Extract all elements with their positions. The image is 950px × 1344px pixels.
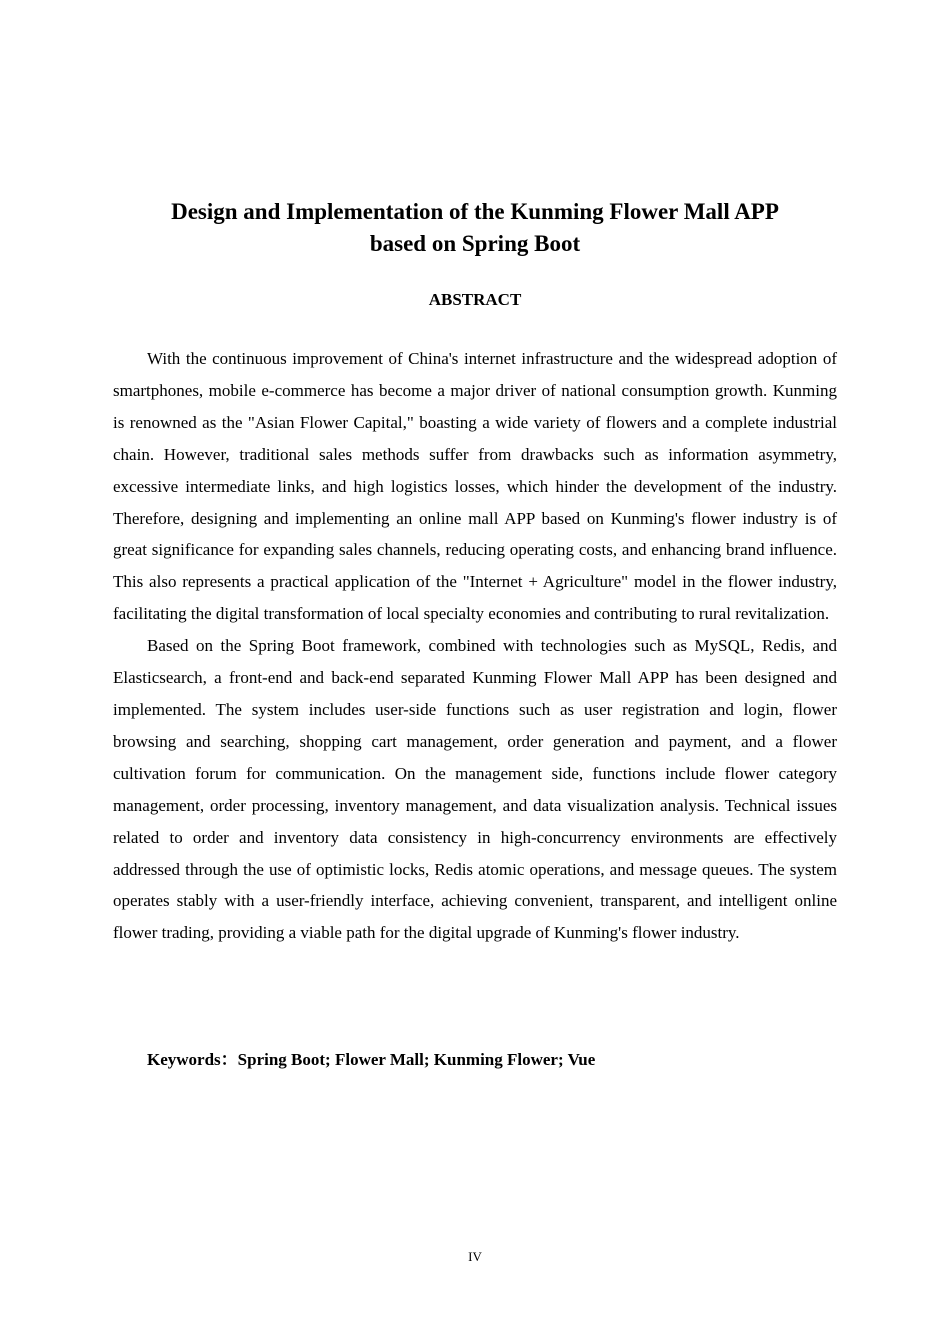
abstract-paragraph-1: With the continuous improvement of China's internet infrastructure and the widespread adoption of smartphones, mobile e-commerce has become a major driver of national consumption growth. Kunming is renowned as the "Asian Flower Capital," boasting a wide variety of flowers and a complete industrial chain. However, traditional sales methods suffer from drawbacks such as information asymmetry, excessive intermediate links, and high logistics losses, which hinder the development of the industry. Therefore, designing and implementing an online mall APP based on Kunming's flower industry is of great significance for expanding sales channels, reducing operating costs, and enhancing brand influence. This also represents a practical application of the "Internet + Agriculture" model in the flower industry, facilitating the digital transformation of local specialty economies and contributing to rural revitalization. <box>113 349 837 624</box>
abstract-paragraph-2: Based on the Spring Boot framework, combined with technologies such as MySQL, Redis, and Elasticsearch, a front-end and back-end separated Kunming Flower Mall APP has been designed and implemented. The system includes user-side functions such as user registration and login, flower browsing and searching, shopping cart management, order generation and payment, and a flower cultivation forum for communication. On the management side, functions include flower category management, order processing, inventory management, and data visualization analysis. Technical issues related to order and inventory data consistency in high-concurrency environments are effectively addressed through the use of optimistic locks, Redis atomic operations, and message queues. The system operates stably with a user-friendly interface, achieving convenient, transparent, and intelligent online flower trading, providing a viable path for the digital upgrade of Kunming's flower industry. <box>113 636 837 943</box>
abstract-body <box>113 343 837 949</box>
keywords-line <box>147 1047 837 1073</box>
page-number: IV <box>468 1249 482 1264</box>
title-line-2: based on Spring Boot <box>369 231 581 256</box>
abstract-heading: ABSTRACT <box>428 290 522 309</box>
keywords-label: Keywords： <box>147 1050 238 1069</box>
title-line-1: Design and Implementation of the Kunming Flower Mall APP <box>171 199 779 224</box>
keywords-value: Spring Boot; Flower Mall; Kunming Flower; Vue <box>237 1050 596 1069</box>
